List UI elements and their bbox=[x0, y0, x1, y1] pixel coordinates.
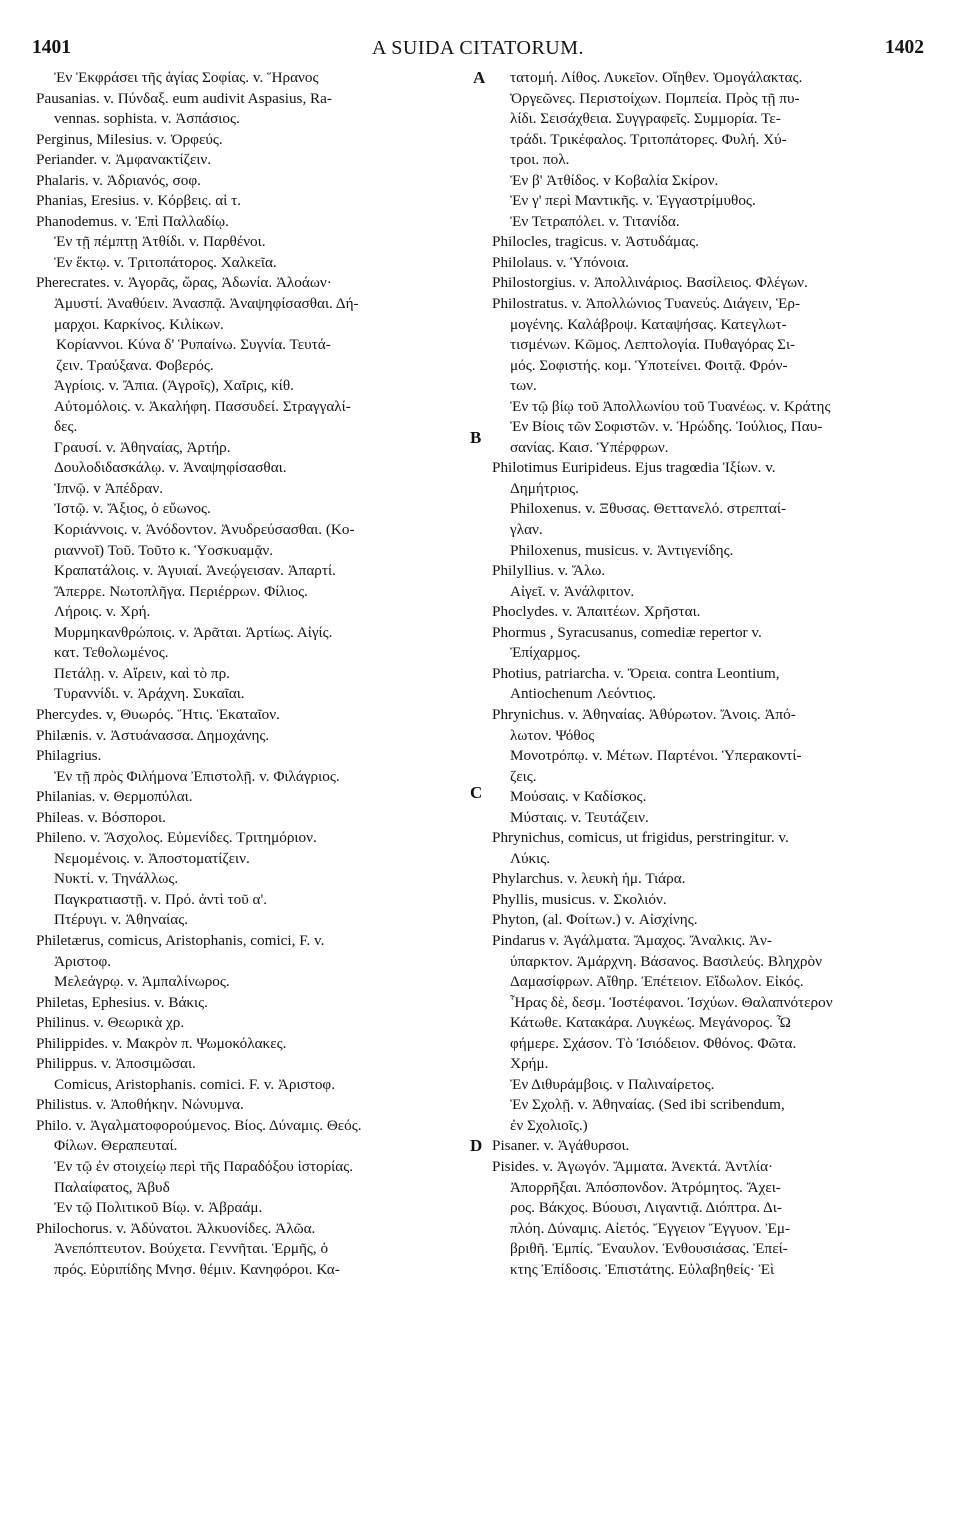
text-line: Pherecrates. v. Ἀγορᾶς, ὥρας, Ἀδωνία. Ἀλοάων· bbox=[36, 274, 332, 292]
text-line: Τυραννίδι. v. Ἀράχνη. Συκαῖαι. bbox=[54, 685, 245, 703]
text-line: ἐν Σχολιοῖς.) bbox=[510, 1116, 588, 1134]
text-line: τράδι. Τρικέφαλος. Τριτοπάτορες. Φυλή. Χύ- bbox=[510, 130, 787, 148]
text-line: Ἐν ἕκτῳ. v. Τριτοπάτορος. Χαλκεῖα. bbox=[54, 253, 277, 271]
text-line: Phrynichus. v. Ἀθηναίας. Ἀθύρωτον. Ἄνοις. Ἀπό- bbox=[492, 705, 796, 723]
text-line: Κορίαννοι. Κύνα δ' Ῥυπαίνω. Συγνία. Τευτά- bbox=[56, 336, 331, 354]
text-line: ζειν. Τραύξανα. Φοβερός. bbox=[56, 356, 214, 374]
text-line: Phalaris. v. Ἀδριανός, σοφ. bbox=[36, 171, 201, 189]
text-line: Γραυσί. v. Ἀθηναίας, Ἀρτήρ. bbox=[54, 438, 231, 456]
text-line: Δουλοδιδασκάλῳ. v. Ἀναψηφίσασθαι. bbox=[54, 459, 287, 477]
text-line: κατ. Τεθολωμένος. bbox=[54, 644, 169, 662]
text-line: Ἐν τῇ πέμπτῃ Ἀτθίδι. v. Παρθένοι. bbox=[54, 233, 266, 251]
text-line: Philetas, Ephesius. v. Βάκις. bbox=[36, 993, 208, 1011]
text-line: Αἰγεῖ. v. Ἀνάλφιτον. bbox=[510, 582, 635, 600]
text-line: Philo. v. Ἀγαλματοφορούμενος. Βίος. Δύναμις. Θεός. bbox=[36, 1116, 362, 1134]
text-line: Phileas. v. Βόσποροι. bbox=[36, 808, 166, 826]
text-line: Κάτωθε. Κατακάρα. Λυγκέως. Μεγάνορος. Ὦ bbox=[510, 1014, 791, 1032]
text-line: Pausanias. v. Πύνδαξ. eum audivit Aspasius, Ra- bbox=[36, 89, 332, 107]
text-line: Pisides. v. Ἀγωγόν. Ἄμματα. Ἀνεκτά. Ἀντλία· bbox=[492, 1157, 774, 1175]
text-line: Phylarchus. v. λευκὴ ἡμ. Τιάρα. bbox=[492, 870, 686, 888]
text-line: ζεις. bbox=[510, 767, 537, 785]
text-line: Ὀργεῶνες. Περιστοίχων. Πομπεία. Πρὸς τῇ πυ- bbox=[510, 89, 800, 107]
text-line: Ἐπίχαρμος. bbox=[510, 644, 581, 662]
text-line: Comicus, Aristophanis. comici. F. v. Ἀριστοφ. bbox=[54, 1075, 335, 1093]
text-line: Κραπατάλοις. v. Ἀγυιαί. Ἀνεῴγεισαν. Ἀπαρτί. bbox=[54, 562, 336, 580]
text-line: Phyllis, musicus. v. Σκολιόν. bbox=[492, 890, 667, 908]
text-line: Perginus, Milesius. v. Ὀρφεύς. bbox=[36, 130, 223, 148]
text-line: Ἐν γ' περὶ Μαντικῆς. v. Ἐγγαστρίμυθος. bbox=[510, 192, 756, 210]
text-line: Ἐν Τετραπόλει. v. Τιτανίδα. bbox=[510, 212, 680, 230]
text-line: Ἰστῷ. v. Ἄξιος, ὁ εὔωνος. bbox=[54, 500, 211, 518]
text-line: Ἀνεπόπτευτον. Βούχετα. Γεννῆται. Ἑρμῆς, ὁ bbox=[54, 1240, 329, 1258]
text-line: Παλαίφατος, Ἀβυδ bbox=[54, 1178, 170, 1196]
text-line: Ἐν τῷ ἐν στοιχείῳ περὶ τῆς Παραδόξου ἱστορίας. bbox=[54, 1157, 354, 1175]
text-line: Μελεάγρῳ. v. Ἀμπαλίνωρος. bbox=[54, 973, 230, 991]
text-line: Ἐν Σχολῇ. v. Ἀθηναίας. (Sed ibi scribendum, bbox=[510, 1096, 785, 1114]
text-line: Κοριάννοις. v. Ἀνόδοντον. Ἀνυδρεύσασθαι. (Κο- bbox=[54, 521, 355, 539]
text-line: Philistus. v. Ἀποθήκην. Νώνυμνα. bbox=[36, 1096, 244, 1114]
text-line: Phanodemus. v. Ἐπὶ Παλλαδίῳ. bbox=[36, 212, 229, 230]
text-line: σανίας. Καισ. Ὑπέρφρων. bbox=[510, 438, 669, 456]
text-line: Philoxenus, musicus. v. Ἀντιγενίδης. bbox=[510, 541, 734, 559]
text-line: Ἐν τῷ βίῳ τοῦ Ἀπολλωνίου τοῦ Τυανέως. v. Κράτης bbox=[510, 397, 831, 415]
text-line: Phormus , Syracusanus, comediæ repertor v. bbox=[492, 623, 762, 641]
text-line: Philippus. v. Ἀποσιμῶσαι. bbox=[36, 1055, 196, 1073]
text-line: Phrynichus, comicus, ut frigidus, perstringitur. v. bbox=[492, 829, 789, 847]
text-line: Ἀμυστί. Ἀναθύειν. Ἀνασπᾷ. Ἀναψηφίσασθαι. Δή- bbox=[54, 295, 359, 313]
text-line: ριαννοῖ) Τοῦ. Τοῦτο κ. Ὑοσκυαμᾷν. bbox=[54, 541, 274, 559]
text-line: Νυκτί. v. Τηνάλλως. bbox=[54, 870, 179, 888]
text-line: Μυρμηκανθρώποις. v. Ἀρᾶται. Ἀρτίως. Αἰγίς. bbox=[54, 623, 333, 641]
text-line: Ἐν τῇ πρὸς Φιλήμονα Ἐπιστολῇ. v. Φιλάγριος. bbox=[54, 767, 340, 785]
text-line: Philocles, tragicus. v. Ἀστυδάμας. bbox=[492, 233, 699, 251]
text-line: Philippides. v. Μακρὸν π. Ψωμοκόλακες. bbox=[36, 1034, 287, 1052]
text-line: Philostratus. v. Ἀπολλώνιος Τυανεύς. Διάγειν, Ἑρ- bbox=[492, 295, 801, 313]
text-line: τατομή. Λίθος. Λυκεῖον. Οἴηθεν. Ὀμογάλακτας. bbox=[510, 69, 803, 86]
text-line: ρος. Βάκχος. Βύουσι, Λιγαντιᾷ. Διόπτρα. Δι- bbox=[510, 1199, 782, 1217]
text-line: Ἐν τῷ Πολιτικοῦ Βίῳ. v. Ἀβραάμ. bbox=[54, 1199, 263, 1217]
section-mark-b: B bbox=[470, 428, 482, 447]
text-line: βριθῆ. Ἐμπίς. Ἔναυλον. Ἐνθουσιάσας. Ἐπεί- bbox=[510, 1240, 788, 1258]
text-line: ύπαρκτον. Ἀμάρχνη. Βάσανος. Βασιλεύς. Βληχρὸν bbox=[510, 952, 822, 970]
text-line: Phercydes. v, Θυωρός. Ἥτις. Ἑκαταῖον. bbox=[36, 705, 280, 723]
text-line: Philochorus. v. Ἀδύνατοι. Ἀλκυονίδες. Ἀλῶα. bbox=[36, 1219, 316, 1237]
text-line: φήμερε. Σχάσον. Τὸ Ἰσιόδειον. Φθόνος. Φῶτα. bbox=[510, 1034, 797, 1052]
text-line: Ἀριστοφ. bbox=[54, 952, 112, 970]
text-line: τισμένων. Κῶμος. Λεπτολογία. Πυθαγόρας Σι- bbox=[510, 336, 796, 354]
text-line: Ἀπορρῆξαι. Ἀπόσπονδον. Ἀτρόμητος. Ἄχει- bbox=[510, 1178, 781, 1196]
text-line: δες. bbox=[54, 418, 78, 436]
text-line: Παγκρατιαστῇ. v. Πρό. ἀντὶ τοῦ α'. bbox=[54, 890, 268, 908]
text-line: Δημήτριος. bbox=[510, 479, 579, 497]
text-line: πλόη. Δύναμις. Αἰετός. Ἔγγειον Ἔγγυον. Ἐμ- bbox=[510, 1219, 791, 1237]
text-line: Philetærus, comicus, Aristophanis, comici, F. v. bbox=[36, 931, 325, 949]
text-line: Antiochenum Λεόντιος. bbox=[510, 685, 656, 703]
section-mark-a: A bbox=[473, 68, 486, 87]
text-line: Ἄπερρε. Νωτοπλῆγα. Περιέρρων. Φίλιος. bbox=[54, 582, 308, 600]
text-line: Philolaus. v. Ὑπόνοια. bbox=[492, 253, 629, 271]
text-line: μός. Σοφιστής. κομ. Ὑποτείνει. Φοιτᾷ. Φρόν- bbox=[510, 356, 788, 374]
text-line: Μύσταις. v. Τευτάζειν. bbox=[510, 808, 649, 826]
text-line: λωτον. Ψόθος bbox=[510, 726, 595, 744]
text-line: Periander. v. Ἀμφανακτίζειν. bbox=[36, 151, 212, 169]
page-header bbox=[32, 34, 924, 62]
text-line: Δαμασίφρων. Αἴθηρ. Ἐπέτειον. Εἴδωλον. Εἰκός. bbox=[510, 973, 804, 991]
text-line: Photius, patriarcha. v. Ὄρεια. contra Leontium, bbox=[492, 664, 780, 682]
text-line: Phileno. v. Ἄσχολος. Εὐμενίδες. Τριτημόριον. bbox=[36, 829, 317, 847]
text-line: κτης Ἐπίδοσις. Ἐπιστάτης. Εὐλαβηθείς· Ἐὶ bbox=[510, 1260, 775, 1278]
text-line: Ἀγρίοις. v. Ἄπια. (Ἀγροῖς), Χαῖρις, κίθ. bbox=[54, 377, 294, 395]
page-number-left: 1401 bbox=[32, 37, 71, 58]
text-line: Μονοτρόπῳ. v. Μέτων. Παρτένοι. Ὑπερακοντί- bbox=[510, 747, 802, 765]
text-line: Ἐν Βίοις τῶν Σοφιστῶν. v. Ἡρώδης. Ἰούλιος, Παυ- bbox=[510, 418, 823, 436]
text-line: Philanias. v. Θερμοπύλαι. bbox=[36, 788, 193, 806]
text-line: Philagrius. bbox=[36, 747, 102, 765]
text-line: γλαν. bbox=[510, 521, 543, 539]
text-line: Νεμομένοις. v. Ἀποστοματίζειν. bbox=[54, 849, 250, 867]
text-line: Philoxenus. v. Ξθυσας. Θεττανελό. στρεπταί- bbox=[510, 500, 787, 518]
text-line: Πτέρυγι. v. Ἀθηναίας. bbox=[54, 911, 189, 929]
text-line: λίδι. Σεισάχθεια. Συγγραφεῖς. Συμμορία. Τε- bbox=[510, 110, 781, 128]
page-number-right: 1402 bbox=[885, 37, 924, 58]
running-title: A SUIDA CITATORUM. bbox=[371, 36, 585, 59]
left-column bbox=[36, 68, 468, 1280]
text-line: Λήροις. v. Χρή. bbox=[54, 603, 151, 621]
text-line: Phyton, (al. Φοίτων.) v. Αἰσχίνης. bbox=[492, 911, 698, 929]
section-mark-d: D bbox=[470, 1136, 483, 1155]
text-line: Πετάλῃ. v. Αἴρειν, καὶ τὸ πρ. bbox=[54, 664, 230, 682]
text-line: Ἐν Διθυράμβοις. v Παλιναίρετος. bbox=[510, 1075, 715, 1093]
text-line: Pindarus v. Ἀγάλματα. Ἄμαχος. Ἄναλκις. Ἀν- bbox=[492, 931, 772, 949]
text-line: τροι. πολ. bbox=[510, 151, 570, 169]
text-line: Phoclydes. v. Ἀπαιτέων. Χρῆσται. bbox=[492, 603, 701, 621]
text-line: Philænis. v. Ἀστυάνασσα. Δημοχάνης. bbox=[36, 726, 270, 744]
text-line: μογένης. Καλάβροψ. Καταψήσας. Κατεγλωτ- bbox=[510, 315, 787, 333]
text-line: Ἰπνῷ. v Ἀπέδραν. bbox=[54, 479, 164, 497]
text-line: Philostorgius. v. Ἀπολλινάριος. Βασίλειος. Φλέγων. bbox=[492, 274, 808, 292]
text-line: πρός. Εὐριπίδης Μνησ. θέμιν. Κανηφόροι. Κα- bbox=[54, 1260, 340, 1278]
text-line: vennas. sophista. v. Ἀσπάσιος. bbox=[54, 110, 240, 128]
text-line: Ἐν Ἐκφράσει τῆς ἁγίας Σοφίας. v. Ἥρανος bbox=[54, 69, 319, 86]
text-line: Pisaner. v. Ἀγάθυρσοι. bbox=[492, 1137, 630, 1155]
text-line: Αὐτομόλοις. v. Ἀκαλήφη. Πασσυδεί. Στραγγαλί- bbox=[54, 397, 351, 415]
text-line: μαρχοι. Καρκίνος. Κιλίκων. bbox=[54, 315, 224, 333]
text-line: Phanias, Eresius. v. Κόρβεις. αἱ τ. bbox=[36, 192, 242, 210]
text-line: Χρήμ. bbox=[510, 1055, 549, 1073]
text-line: Ἧρας δὲ, δεσμ. Ἰοστέφανοι. Ἰσχύων. Θαλαπνότερον bbox=[510, 993, 833, 1011]
text-line: Μούσαις. v Καδίσκος. bbox=[510, 788, 647, 806]
text-line: Philinus. v. Θεωρικὰ χρ. bbox=[36, 1014, 185, 1032]
text-line: Philyllius. v. Ἅλω. bbox=[492, 562, 606, 580]
text-line: των. bbox=[510, 377, 537, 395]
text-line: Ἐν β' Ἀτθίδος. v Κοβαλία Σκίρον. bbox=[510, 171, 719, 189]
right-column bbox=[492, 68, 928, 1280]
section-mark-c: C bbox=[470, 783, 483, 802]
text-line: Λύκις. bbox=[510, 849, 551, 867]
text-line: Φίλων. Θεραπευταί. bbox=[54, 1137, 178, 1155]
text-line: Philotimus Euripideus. Ejus tragœdia Ἰξίων. v. bbox=[492, 459, 776, 477]
